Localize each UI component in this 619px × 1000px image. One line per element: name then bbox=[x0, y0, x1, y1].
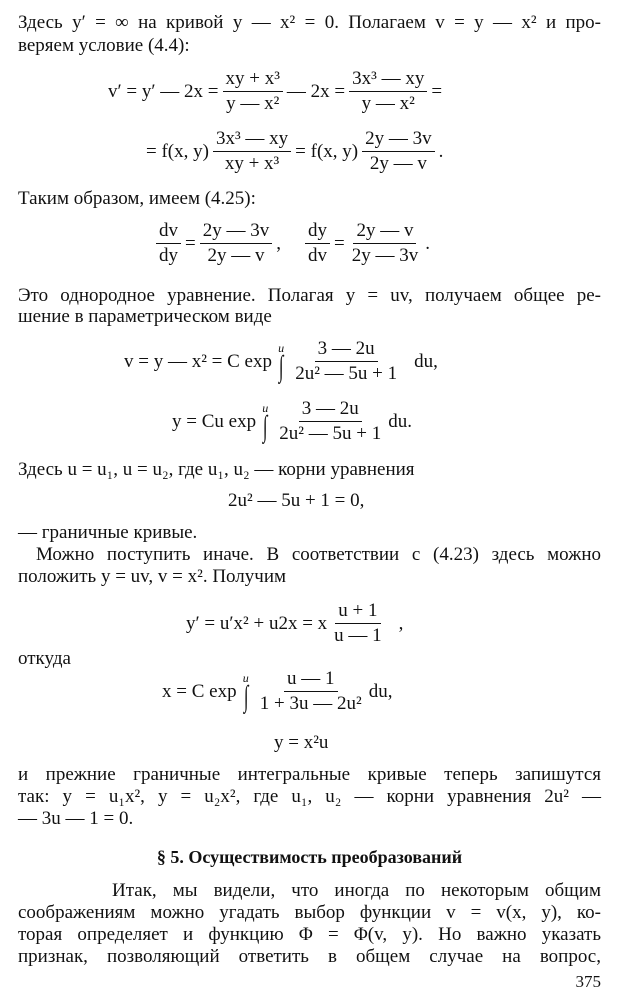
eq3-equals-1: = bbox=[185, 232, 196, 254]
paragraph-homogeneous-line-2: шение в параметрическом виде bbox=[18, 306, 272, 327]
eq1-middle: — 2x = bbox=[286, 80, 346, 102]
eq3-fraction-b bbox=[200, 220, 273, 267]
eq2-end: . bbox=[438, 140, 444, 162]
equation-x-solution bbox=[162, 668, 392, 715]
eq3-fraction-a bbox=[156, 220, 181, 267]
paragraph-final-line-1: и прежние граничные интегральные кривые теперь запишутся bbox=[18, 764, 601, 785]
eq2-f1-numerator: 3x³ — xy bbox=[213, 128, 291, 152]
eq2-fraction-2 bbox=[362, 128, 435, 175]
eq1-fraction-1 bbox=[223, 68, 283, 115]
paragraph-final-line-3: — 3u — 1 = 0. bbox=[18, 808, 134, 829]
integral-limit: u bbox=[278, 340, 285, 355]
eq3-c-denominator: dv bbox=[307, 245, 327, 266]
eq4-numerator: 3 — 2u bbox=[315, 338, 378, 362]
eq3-d-denominator: 2y — 3v bbox=[351, 245, 419, 266]
eq5-numerator: 3 — 2u bbox=[299, 398, 362, 422]
paragraph-section-line-1: Итак, мы видели, что иногда по некоторым общим bbox=[112, 880, 601, 901]
eq3-d-numerator: 2y — v bbox=[353, 220, 416, 244]
eq5-lhs: y = Cu exp bbox=[172, 410, 257, 432]
eq2-f2-numerator: 2y — 3v bbox=[362, 128, 435, 152]
page-number: 375 bbox=[575, 972, 601, 991]
eq8-fraction bbox=[257, 668, 365, 715]
eq4-denominator: 2u² — 5u + 1 bbox=[295, 363, 398, 384]
equation-parametric-y bbox=[172, 398, 412, 445]
eq8-numerator: u — 1 bbox=[284, 668, 338, 692]
eq3-c-numerator: dy bbox=[305, 220, 330, 244]
equation-parametric-v bbox=[124, 338, 438, 385]
paragraph-alternative-line-2: положить y = uv, v = x². Получим bbox=[18, 566, 287, 587]
paragraph-whence: откуда bbox=[18, 648, 71, 669]
eq7-denominator: u — 1 bbox=[334, 625, 382, 646]
eq3-a-numerator: dv bbox=[156, 220, 181, 244]
paragraph-boundary: — граничные кривые. bbox=[18, 522, 198, 543]
intro-line-1: Здесь y′ = ∞ на кривой y — x² = 0. Полагаем v = y — x² и про- bbox=[18, 12, 601, 33]
eq4-fraction bbox=[292, 338, 400, 385]
integral-limit: u bbox=[262, 400, 269, 415]
eq8-end: du, bbox=[368, 680, 393, 702]
eq1-fraction-2 bbox=[349, 68, 427, 115]
intro-line-2: веряем условие (4.4): bbox=[18, 35, 190, 56]
eq4-lhs: v = y — x² = C exp bbox=[124, 350, 272, 372]
paragraph-alternative-line-1: Можно поступить иначе. В соответствии с (4.23) здесь можно bbox=[36, 544, 601, 565]
paragraph-section-line-4: признак, позволяющий ответить в общем случае на вопрос, bbox=[18, 946, 601, 967]
equation-quadratic: 2u² — 5u + 1 = 0, bbox=[228, 490, 365, 511]
paragraph-thus: Таким образом, имеем (4.25): bbox=[18, 188, 256, 209]
integral-sign: u ∫ bbox=[262, 400, 269, 443]
integral-limit: u bbox=[242, 670, 249, 685]
eq5-denominator: 2u² — 5u + 1 bbox=[279, 423, 382, 444]
eq1-f2-numerator: 3x³ — xy bbox=[349, 68, 427, 92]
paragraph-homogeneous-line-1: Это однородное уравнение. Полагая y = uv, получаем общее ре- bbox=[18, 285, 601, 306]
paragraph-roots: Здесь u = u₁, u = u₂, где u₁, u₂ — корни уравнения bbox=[18, 459, 415, 480]
equation-substitution bbox=[186, 600, 403, 647]
integral-sign: u ∫ bbox=[278, 340, 285, 383]
eq3-a-denominator: dy bbox=[159, 245, 178, 266]
eq5-fraction bbox=[276, 398, 384, 445]
eq8-denominator: 1 + 3u — 2u² bbox=[259, 693, 362, 714]
eq2-middle: = f(x, y) bbox=[295, 140, 359, 162]
eq3-separator: , bbox=[276, 232, 281, 254]
eq3-b-denominator: 2y — v bbox=[207, 245, 265, 266]
eq3-fraction-c bbox=[305, 220, 330, 267]
eq7-end: , bbox=[398, 612, 404, 634]
eq4-end: du, bbox=[414, 350, 438, 372]
section-heading: § 5. Осуществимость преобразований bbox=[156, 847, 463, 867]
eq3-end: . bbox=[425, 232, 430, 254]
equation-system bbox=[152, 220, 430, 267]
eq2-f1-denominator: xy + x³ bbox=[224, 153, 280, 174]
eq8-lhs: x = C exp bbox=[162, 680, 237, 702]
eq1-f2-denominator: y — x² bbox=[361, 93, 415, 114]
paragraph-section-line-3: торая определяет и функцию Φ = Φ(v, y). Но важно указать bbox=[18, 924, 601, 945]
eq3-fraction-d bbox=[349, 220, 422, 267]
equation-y-solution: y = x²u bbox=[274, 732, 329, 753]
eq7-lhs: y′ = u′x² + u2x = x bbox=[186, 612, 328, 634]
eq1-f1-numerator: xy + x³ bbox=[223, 68, 283, 92]
integral-sign: u ∫ bbox=[242, 670, 249, 713]
paragraph-section-line-2: соображениям можно угадать выбор функции v = v(x, y), ко- bbox=[18, 902, 601, 923]
paragraph-final-line-2: так: y = u₁x², y = u₂x², где u₁, u₂ — корни уравнения 2u² — bbox=[18, 786, 601, 807]
eq7-numerator: u + 1 bbox=[335, 600, 380, 624]
eq3-b-numerator: 2y — 3v bbox=[200, 220, 273, 244]
equation-derivative-continued bbox=[146, 128, 443, 175]
eq1-end: = bbox=[431, 80, 443, 102]
eq2-lhs: = f(x, y) bbox=[146, 140, 209, 162]
eq2-f2-denominator: 2y — v bbox=[369, 153, 427, 174]
eq5-end: du. bbox=[388, 410, 412, 432]
eq1-lhs: v′ = y′ — 2x = bbox=[108, 80, 219, 102]
eq2-fraction-1 bbox=[213, 128, 291, 175]
eq3-equals-2: = bbox=[333, 232, 345, 254]
equation-derivative bbox=[108, 68, 442, 115]
eq1-f1-denominator: y — x² bbox=[226, 93, 280, 114]
eq7-fraction bbox=[331, 600, 385, 647]
